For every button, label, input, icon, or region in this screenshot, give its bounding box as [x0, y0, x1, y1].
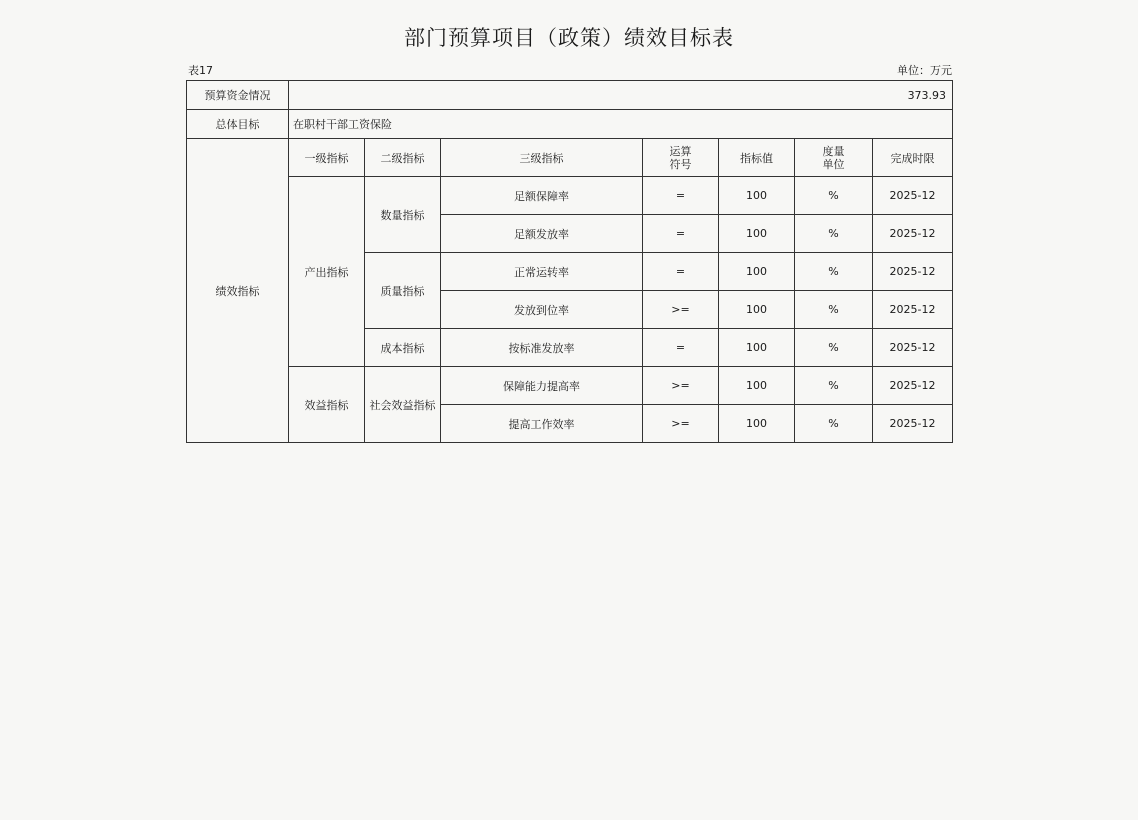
indicator-unit: %: [795, 367, 873, 405]
header-operator: [643, 139, 719, 177]
header-operator-line1: 运算: [669, 144, 692, 158]
budget-value: 373.93: [289, 81, 953, 110]
indicator-name: 足额保障率: [441, 177, 643, 215]
budget-row: [187, 81, 953, 110]
indicator-operator: >=: [643, 405, 719, 443]
indicator-deadline: 2025-12: [873, 215, 953, 253]
indicator-unit: %: [795, 177, 873, 215]
perf-label: 绩效指标: [187, 139, 289, 443]
indicator-unit: %: [795, 253, 873, 291]
table-row: [187, 367, 953, 405]
indicator-value: 100: [719, 329, 795, 367]
group-cost: 成本指标: [365, 329, 441, 367]
indicator-name: 足额发放率: [441, 215, 643, 253]
indicator-name: 保障能力提高率: [441, 367, 643, 405]
indicator-value: 100: [719, 253, 795, 291]
indicator-deadline: 2025-12: [873, 405, 953, 443]
page-title: 部门预算项目（政策）绩效目标表: [404, 26, 734, 50]
indicator-value: 100: [719, 215, 795, 253]
indicator-unit: %: [795, 291, 873, 329]
group-social: 社会效益指标: [365, 367, 441, 443]
header-operator-line2: 符号: [669, 157, 692, 171]
header-row: [187, 139, 953, 177]
indicator-unit: %: [795, 329, 873, 367]
indicator-name: 发放到位率: [441, 291, 643, 329]
indicator-name: 正常运转率: [441, 253, 643, 291]
indicator-unit: %: [795, 215, 873, 253]
header-level3: 三级指标: [441, 139, 643, 177]
group-quantity: 数量指标: [365, 177, 441, 253]
performance-table: [186, 80, 953, 443]
table-number: 表17: [188, 64, 213, 77]
indicator-operator: =: [643, 329, 719, 367]
table-row: [187, 177, 953, 215]
indicator-operator: =: [643, 253, 719, 291]
header-unit-line2: 单位: [822, 157, 845, 171]
unit-label: 单位：万元: [897, 64, 952, 77]
indicator-deadline: 2025-12: [873, 291, 953, 329]
goal-label: 总体目标: [187, 110, 289, 139]
indicator-deadline: 2025-12: [873, 329, 953, 367]
budget-label: 预算资金情况: [187, 81, 289, 110]
header-unit-line1: 度量: [822, 144, 845, 158]
header-value: 指标值: [719, 139, 795, 177]
indicator-operator: >=: [643, 367, 719, 405]
group-output: 产出指标: [289, 177, 365, 367]
indicator-deadline: 2025-12: [873, 253, 953, 291]
indicator-operator: =: [643, 177, 719, 215]
indicator-deadline: 2025-12: [873, 177, 953, 215]
indicator-name: 按标准发放率: [441, 329, 643, 367]
group-quality: 质量指标: [365, 253, 441, 329]
goal-row: [187, 110, 953, 139]
indicator-operator: >=: [643, 291, 719, 329]
header-level1: 一级指标: [289, 139, 365, 177]
header-level2: 二级指标: [365, 139, 441, 177]
group-effect: 效益指标: [289, 367, 365, 443]
goal-value: 在职村干部工资保险: [289, 110, 953, 139]
indicator-value: 100: [719, 177, 795, 215]
indicator-name: 提高工作效率: [441, 405, 643, 443]
indicator-operator: =: [643, 215, 719, 253]
indicator-unit: %: [795, 405, 873, 443]
indicator-deadline: 2025-12: [873, 367, 953, 405]
header-deadline: 完成时限: [873, 139, 953, 177]
indicator-value: 100: [719, 367, 795, 405]
indicator-value: 100: [719, 405, 795, 443]
header-unit: [795, 139, 873, 177]
indicator-value: 100: [719, 291, 795, 329]
